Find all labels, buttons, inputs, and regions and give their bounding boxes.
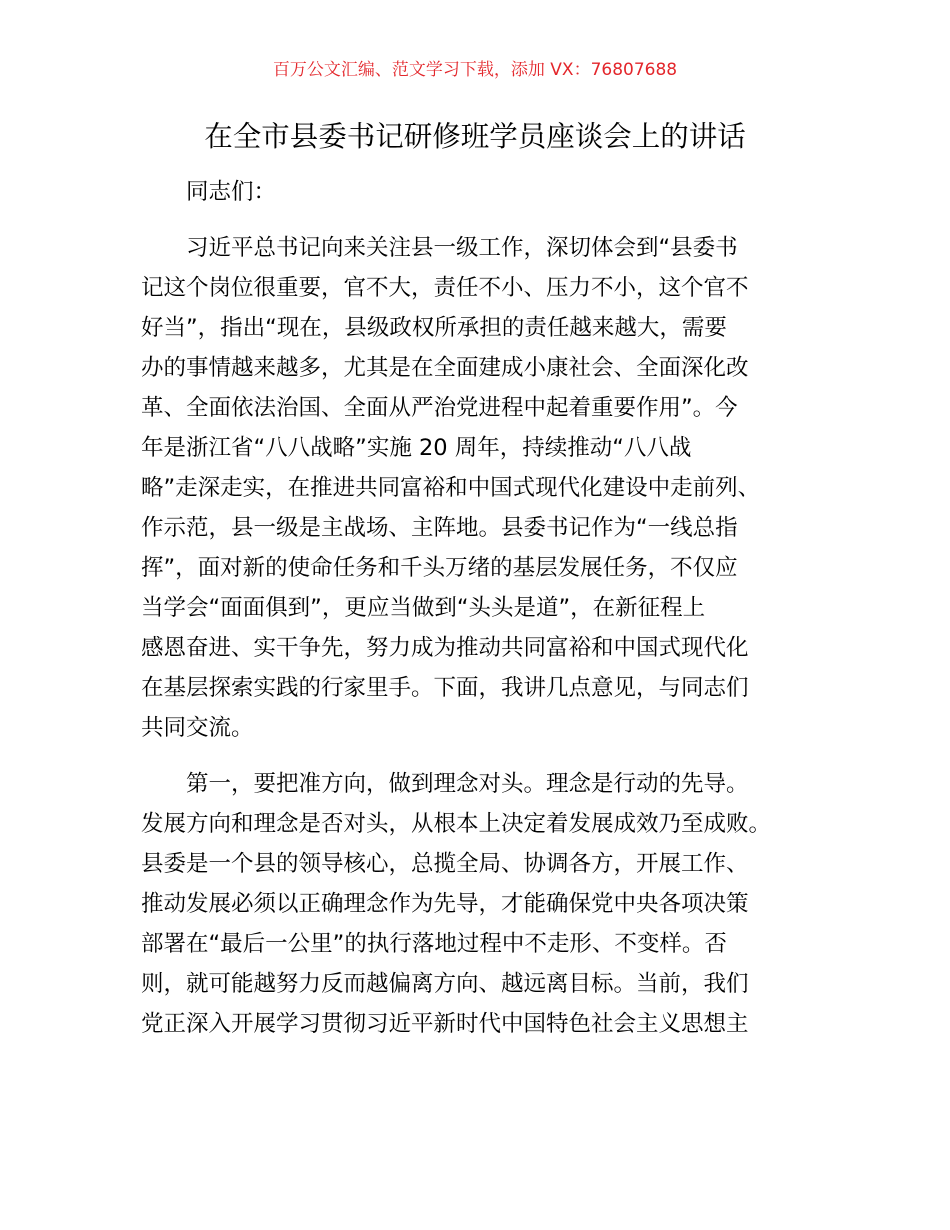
text-line: 共同交流。 xyxy=(141,715,254,741)
text-line: 好当”，指出“现在，县级政权所承担的责任越来越大，需要 xyxy=(141,315,727,341)
paragraph-2 xyxy=(141,764,831,1044)
text-line: 党正深入开展学习贯彻习近平新时代中国特色社会主义思想主 xyxy=(141,1011,749,1037)
text-line: 习近平总书记向来关注县一级工作，深切体会到“县委书 xyxy=(186,235,738,261)
text-line: 部署在“最后一公里”的执行落地过程中不走形、不变样。否 xyxy=(141,931,727,957)
text-line: 推动发展必须以正确理念作为先导，才能确保党中央各项决策 xyxy=(141,891,749,917)
text-line: 革、全面依法治国、全面从严治党进程中起着重要作用”。今 xyxy=(141,395,738,421)
text-line: 年是浙江省“八八战略”实施 20 周年，持续推动“八八战 xyxy=(141,435,692,461)
document-title: 在全市县委书记研修班学员座谈会上的讲话 xyxy=(204,120,746,153)
text-line: 挥”，面对新的使命任务和千头万绪的基层发展任务，不仅应 xyxy=(141,555,738,581)
text-line: 作示范，县一级是主战场、主阵地。县委书记作为“一线总指 xyxy=(141,515,738,541)
text-line: 办的事情越来越多，尤其是在全面建成小康社会、全面深化改 xyxy=(141,355,749,381)
text-line: 感恩奋进、实干争先，努力成为推动共同富裕和中国式现代化 xyxy=(141,635,749,661)
text-line: 第一，要把准方向，做到理念对头。理念是行动的先导。 xyxy=(186,771,749,797)
text-line: 当学会“面面俱到”，更应当做到“头头是道”，在新征程上 xyxy=(141,595,706,621)
document-body xyxy=(141,172,831,1044)
text-line: 发展方向和理念是否对头，从根本上决定着发展成效乃至成败。 xyxy=(141,811,772,837)
text-line: 在基层探索实践的行家里手。下面，我讲几点意见，与同志们 xyxy=(141,675,749,701)
text-line: 记这个岗位很重要，官不大，责任不小、压力不小，这个官不 xyxy=(141,275,749,301)
paragraph-1 xyxy=(141,228,831,748)
text-line: 县委是一个县的领导核心，总揽全局、协调各方，开展工作、 xyxy=(141,851,749,877)
text-line: 则，就可能越努力反而越偏离方向、越远离目标。当前，我们 xyxy=(141,971,749,997)
salutation: 同志们： xyxy=(186,179,277,205)
header-note: 百万公文汇编、范文学习下载，添加 VX：76807688 xyxy=(272,60,678,80)
text-line: 略”走深走实，在推进共同富裕和中国式现代化建设中走前列、 xyxy=(141,475,761,501)
